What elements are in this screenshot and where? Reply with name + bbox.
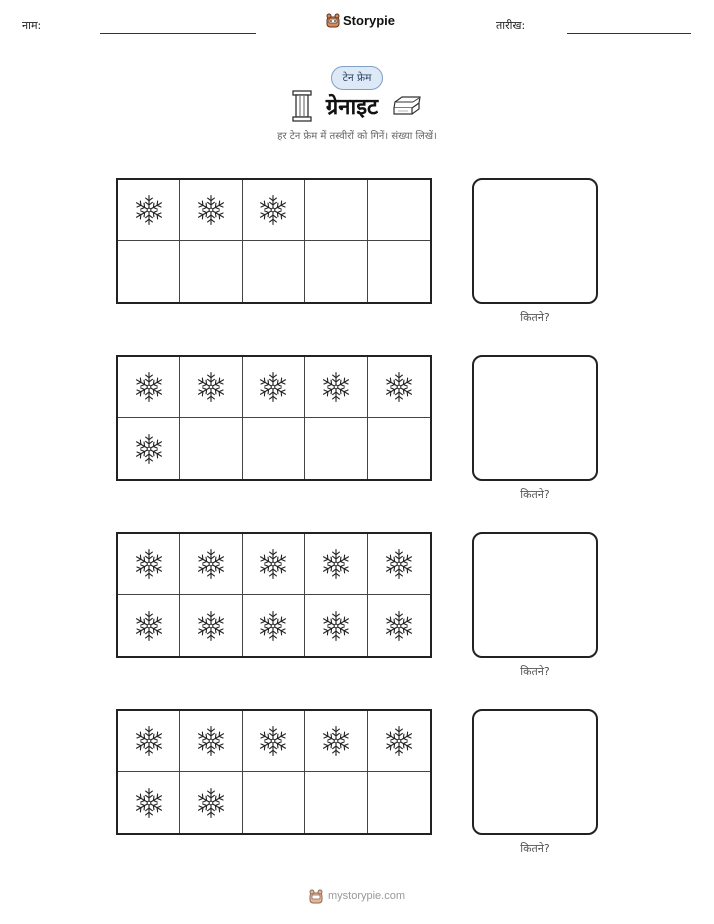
instructions: हर टेन फ्रेम में तस्वीरों को गिनें। संख्या लिखें।: [277, 131, 437, 142]
frame-cell: [243, 534, 305, 595]
frame-cell: [305, 241, 367, 302]
frame-cell: [243, 595, 305, 656]
brand-name: Storypie: [343, 12, 396, 28]
frame-cell: [118, 595, 180, 656]
answer-label-3: कितने?: [520, 665, 550, 678]
name-label: नाम:: [22, 19, 42, 32]
answer-box-1[interactable]: [472, 178, 598, 304]
ten-frame-4: [116, 709, 432, 835]
snowflake-icon: [382, 724, 416, 758]
frame-cell: [180, 534, 242, 595]
frame-cell: [368, 772, 430, 833]
snowflake-icon: [132, 193, 166, 227]
footer-url: mystorypie.com: [327, 890, 406, 902]
frame-cell: [305, 180, 367, 241]
snowflake-icon: [256, 193, 290, 227]
frame-cell: [180, 418, 242, 479]
snowflake-icon: [194, 547, 228, 581]
snowflake-icon: [256, 370, 290, 404]
ten-frame-2: [116, 355, 432, 481]
frame-cell: [118, 772, 180, 833]
date-line[interactable]: [567, 33, 691, 34]
frame-cell: [305, 711, 367, 772]
snowflake-icon: [194, 609, 228, 643]
frame-cell: [305, 595, 367, 656]
answer-box-3[interactable]: [472, 532, 598, 658]
frame-cell: [180, 595, 242, 656]
frame-cell: [118, 241, 180, 302]
frame-cell: [243, 418, 305, 479]
snowflake-icon: [132, 609, 166, 643]
ten-frame-3: [116, 532, 432, 658]
frame-cell: [305, 418, 367, 479]
snowflake-icon: [256, 547, 290, 581]
snowflake-icon: [319, 724, 353, 758]
snowflake-icon: [319, 370, 353, 404]
answer-label-2: कितने?: [520, 488, 550, 501]
snowflake-icon: [132, 786, 166, 820]
date-label: तारीख:: [496, 19, 526, 32]
frame-cell: [368, 180, 430, 241]
answer-label-4: कितने?: [520, 842, 550, 855]
ten-frame-1: [116, 178, 432, 304]
storypie-mascot-icon: [326, 12, 340, 28]
answer-box-4[interactable]: [472, 709, 598, 835]
frame-cell: [180, 180, 242, 241]
snowflake-icon: [132, 370, 166, 404]
brand-logo: [326, 12, 395, 28]
title-row: [0, 90, 714, 122]
frame-cell: [305, 772, 367, 833]
frame-cell: [243, 772, 305, 833]
name-line[interactable]: [100, 33, 256, 34]
snowflake-icon: [194, 370, 228, 404]
frame-cell: [368, 534, 430, 595]
frame-cell: [118, 711, 180, 772]
frame-cell: [368, 418, 430, 479]
snowflake-icon: [382, 609, 416, 643]
frame-cell: [118, 534, 180, 595]
frame-cell: [368, 595, 430, 656]
snowflake-icon: [256, 609, 290, 643]
frame-cell: [180, 241, 242, 302]
stone-slab-icon: [392, 95, 422, 117]
snowflake-icon: [256, 724, 290, 758]
frame-cell: [368, 711, 430, 772]
frame-cell: [180, 772, 242, 833]
snowflake-icon: [132, 432, 166, 466]
page-title: ग्रेनाइट: [325, 95, 379, 120]
pillar-icon: [292, 90, 312, 122]
snowflake-icon: [132, 724, 166, 758]
snowflake-icon: [194, 193, 228, 227]
snowflake-icon: [382, 370, 416, 404]
frame-cell: [243, 711, 305, 772]
frame-cell: [305, 534, 367, 595]
frame-cell: [243, 180, 305, 241]
footer: [0, 888, 714, 904]
answer-box-2[interactable]: [472, 355, 598, 481]
frame-cell: [180, 357, 242, 418]
snowflake-icon: [194, 786, 228, 820]
frame-cell: [243, 357, 305, 418]
frame-cell: [368, 357, 430, 418]
answer-label-1: कितने?: [520, 311, 550, 324]
frame-cell: [118, 180, 180, 241]
frame-cell: [368, 241, 430, 302]
snowflake-icon: [382, 547, 416, 581]
snowflake-icon: [319, 547, 353, 581]
frame-cell: [118, 418, 180, 479]
snowflake-icon: [132, 547, 166, 581]
frame-cell: [243, 241, 305, 302]
snowflake-icon: [194, 724, 228, 758]
frame-cell: [305, 357, 367, 418]
snowflake-icon: [319, 609, 353, 643]
frame-cell: [180, 711, 242, 772]
frame-cell: [118, 357, 180, 418]
storypie-mascot-icon: [309, 888, 323, 904]
topic-badge: टेन फ्रेम: [331, 66, 383, 90]
